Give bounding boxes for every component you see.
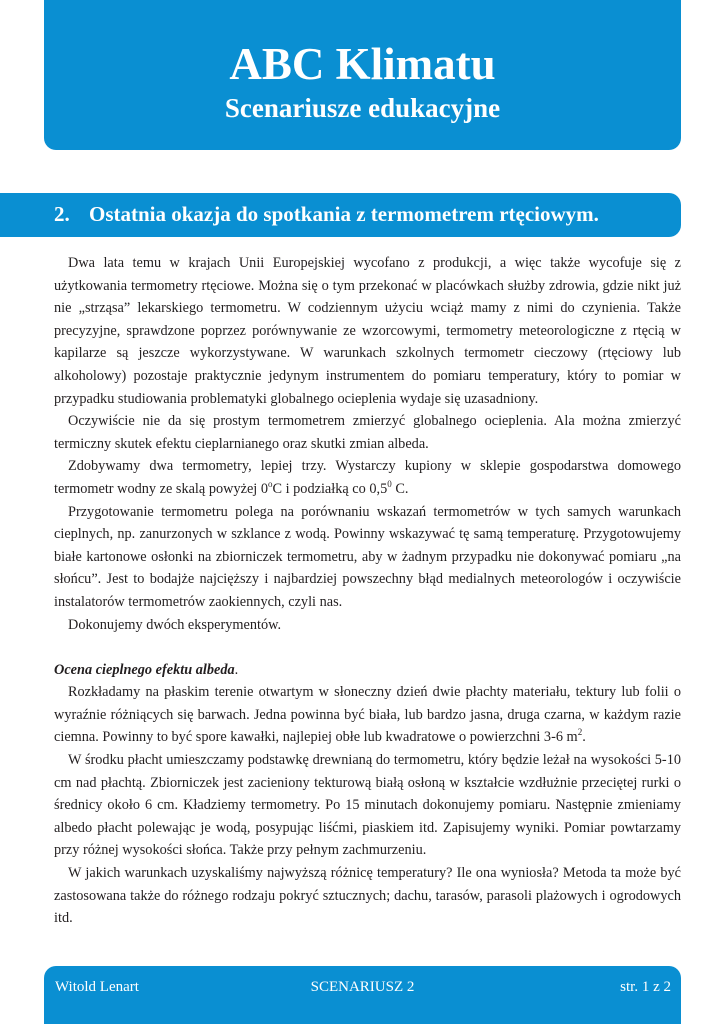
document-body <box>54 252 681 930</box>
subsection-heading <box>54 659 681 682</box>
paragraph-global-warming: Oczywiście nie da się prostym termometrem zmierzyć globalnego ocieplenia. Ala można zmierzyć termiczny skutek efektu cieplarnianego oraz skutki zmian albeda. <box>54 413 681 452</box>
paragraph-text: C i podziałką co 0,5 <box>272 480 388 497</box>
footer-page-number: str. 1 z 2 <box>620 979 671 995</box>
header-banner <box>44 0 681 150</box>
superscript: 2 <box>577 727 583 738</box>
subsection-heading-text: Ocena cieplnego efektu albeda <box>54 661 235 678</box>
paragraph-text: C. <box>391 480 409 497</box>
paragraph-text: Zdobywamy dwa termometry, lepiej trzy. Wystarczy kupiony w sklepie gospodarstwa domowego termometr wodny ze skalą powyżej 0 <box>54 458 681 497</box>
section-number: 2. <box>54 202 70 226</box>
document-title: ABC Klimatu <box>229 39 496 89</box>
footer-bar <box>44 966 681 1024</box>
paragraph-procedure: W środku płacht umieszczamy podstawkę drewnianą do termometru, który będzie leżał na wysokości 5-10 cm nad płachtą. Zbiorniczek jest zacieniony tekturową białą osłoną w kształcie wzdłużnie przeciętej rurki o średnicy około 6 cm. Kładziemy termometry. Po 15 minutach dokonujemy pomiaru. Następnie zmieniamy albedo płacht polewając je wodą, posypując liśćmi, piaskiem itd. Zapisujemy wyniki. Pomiar powtarzamy przy różnej wysokości słońca. Także przy pełnym zachmurzeniu. <box>54 752 681 859</box>
paragraph-text: . <box>582 729 586 746</box>
subsection-heading-dot: . <box>234 661 239 678</box>
superscript: 0 <box>387 479 392 490</box>
superscript: o <box>268 479 273 490</box>
paragraph-questions: W jakich warunkach uzyskaliśmy najwyższą różnicę temperatury? Ile ona wyniosła? Metoda ta może być zastosowana także do różnego rodzaju pokryć sztucznych; dachu, tarasów, parasoli plażowych i ogrodowych itd. <box>54 865 681 927</box>
paragraph-experiments: Dokonujemy dwóch eksperymentów. <box>68 616 282 633</box>
footer-author: Witold Lenart <box>55 979 139 995</box>
section-header <box>0 193 681 237</box>
document-subtitle: Scenariusze edukacyjne <box>224 92 501 123</box>
paragraph-text: Rozkładamy na płaskim terenie otwartym w słoneczny dzień dwie płachty materiału, tektury lub folii o wyraźnie różniących się barwach. Jedna powinna być biała, lub bardzo jasna, druga czarna, w każdym razie ciemna. Powinny to być spore kawałki, najlepiej obłe lub kwadratowe o powierzchni 3-6 m <box>54 684 681 746</box>
paragraph-thermometers <box>54 455 681 500</box>
footer-scenario: SCENARIUSZ 2 <box>310 979 415 995</box>
section-title: Ostatnia okazja do spotkania z termometrem rtęciowym. <box>89 202 599 226</box>
paragraph-setup <box>54 681 681 749</box>
paragraph-intro: Dwa lata temu w krajach Unii Europejskiej wycofano z produkcji, a więc także wycofuje się z użytkowania termometry rtęciowe. Można się o tym przekonać w placówkach służby zdrowia, gdzie nikt już nie „strząsa” lekarskiego termometru. W codziennym użyciu wciąż mamy z nimi do czynienia. Także precyzyjne, sprawdzone poprzez porównywanie ze wzorcowymi, termometry meteorologiczne z rtęcią w kapilarze są jeszcze wykorzystywane. W warunkach szkolnych termometr cieczowy (rtęciowy lub alkoholowy) pozostaje praktycznie jedynym instrumentem do pomiaru temperatury, który to pomiar w przypadku studiowania problematyki globalnego ocieplenia wydaje się uzasadniony. <box>54 255 681 407</box>
paragraph-preparation: Przygotowanie termometru polega na porównaniu wskazań termometrów w tych samych warunkach cieplnych, np. zanurzonych w szklance z wodą. Powinny wskazywać tę samą temperaturę. Przygotowujemy białe kartonowe osłonki na zbiorniczek termometru, aby w żadnym przypadku nie dokonywać pomiaru „na słońcu”. Jest to bodajże najcięższy i najbardziej powszechny błąd medialnych meteorologów i oczywiście instalatorów termometrów zaokiennych, czyli nas. <box>54 503 681 610</box>
